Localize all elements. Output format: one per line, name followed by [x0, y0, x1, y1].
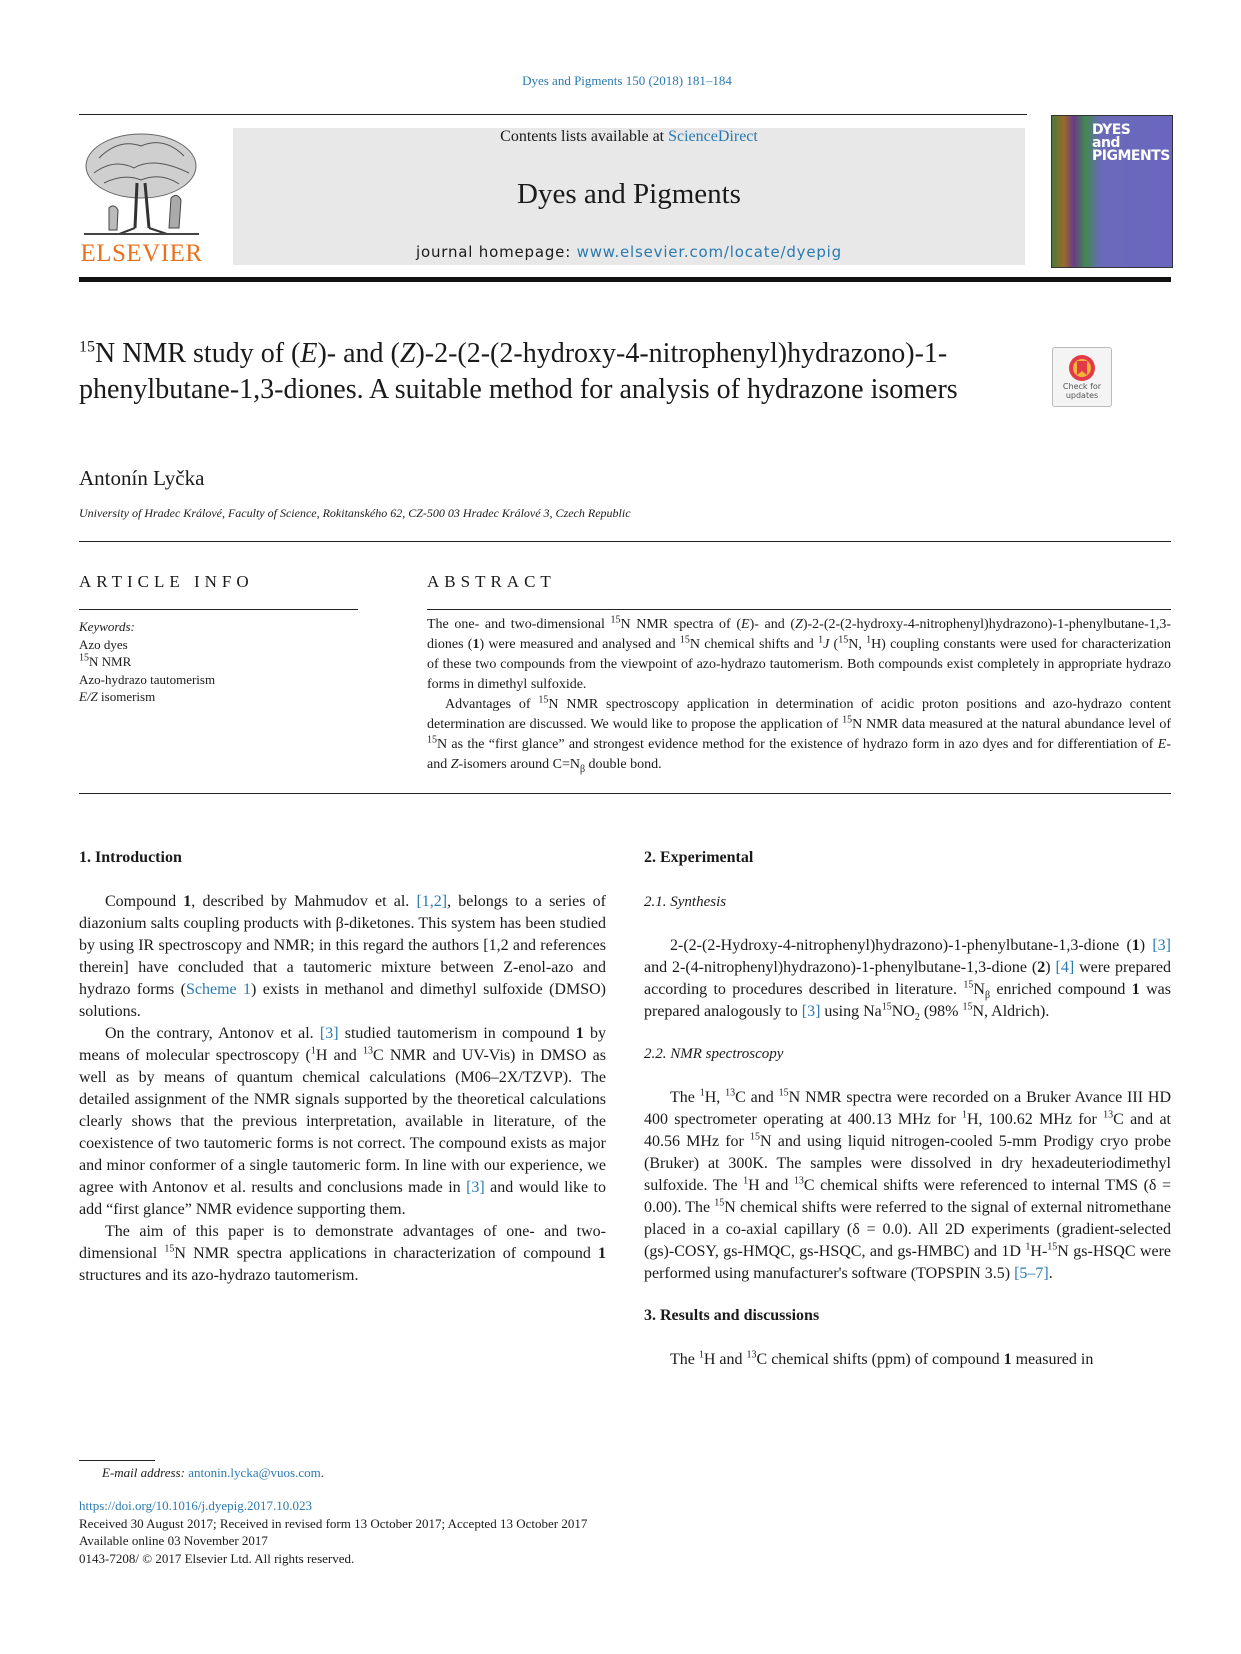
- section-heading: 3. Results and discussions: [644, 1307, 820, 1324]
- body-paragraph: The aim of this paper is to demonstrate advantages of one- and two-dimensional $^{15}$N NMR spectra applications in characterization of compound 1 structures and its azo-hydrazo tautomerism.: [79, 1223, 606, 1284]
- abstract-bottom-rule: [79, 793, 1171, 794]
- available-online: Available online 03 November 2017: [79, 1533, 268, 1548]
- right-column: [644, 847, 1171, 1371]
- subsection-heading: 2.2. NMR spectroscopy: [644, 1046, 784, 1062]
- bookmark-icon: [1068, 354, 1096, 382]
- tree-icon: [79, 128, 204, 238]
- header-rule: [79, 114, 1027, 115]
- check-for-updates-label: Check for updates: [1062, 382, 1102, 400]
- section-heading: 2. Experimental: [644, 849, 754, 866]
- keyword-item: $^{15}$N NMR: [79, 652, 132, 669]
- article-info-heading: ARTICLE INFO: [79, 572, 254, 591]
- contents-line: Contents lists available at ScienceDirect: [500, 128, 758, 145]
- homepage-link[interactable]: www.elsevier.com/locate/dyepig: [576, 243, 842, 261]
- homepage-line: journal homepage: www.elsevier.com/locate/dyepig: [416, 243, 842, 261]
- keyword-item: Azo-hydrazo tautomerism: [79, 671, 216, 687]
- sciencedirect-link[interactable]: ScienceDirect: [668, 128, 758, 145]
- email-footnote: E-mail address: antonin.lycka@vuos.com.: [102, 1465, 324, 1480]
- left-column: [79, 847, 606, 1287]
- author-affiliation: University of Hradec Králové, Faculty of Science, Rokitanského 62, CZ-500 03 Hradec Králové 3, Czech Republic: [79, 506, 631, 520]
- copyright: 0143-7208/ © 2017 Elsevier Ltd. All rights reserved.: [79, 1550, 355, 1566]
- body-paragraph: 2-(2-(2-Hydroxy-4-nitrophenyl)hydrazono)-1-phenylbutane-1,3-dione (1) [3] and 2-(4-nitrophenyl)hydrazono)-1-phenylbutane-1,3-dione (2) [4] were prepared according to procedures described in literature. $^{15}N_\beta$ enriched compound 1 was prepared analogously to [3] using $Na^{15}NO_2$ (98% $^{15}$N, Aldrich).: [644, 937, 1172, 1024]
- scheme-link[interactable]: Scheme 1: [185, 981, 252, 998]
- article-info-rule: [79, 541, 1171, 542]
- abstract-heading: ABSTRACT: [427, 572, 556, 591]
- subsection-heading: 2.1. Synthesis: [644, 894, 727, 910]
- footnote-rule: [79, 1460, 155, 1461]
- section-heading: 1. Introduction: [79, 849, 182, 866]
- abstract-paragraph: The one- and two-dimensional $^{15}$N NMR spectra of (E)- and (Z)-2-(2-(2-hydroxy-4-nitrophenyl)hydrazono)-1-phenylbutane-1,3-diones (1) were measured and analysed and $^{15}$N chemical shifts and $^1$J ($^{15}$N, $^1$H) coupling constants were used for characterization of these two compounds from the viewpoint of azo-hydrazo tautomerism. Both compounds exist completely in appropriate hydrazo forms in dimethyl sulfoxide.: [427, 614, 1172, 692]
- cover-title: DYES and PIGMENTS: [1092, 122, 1170, 164]
- check-for-updates-button[interactable]: [1052, 347, 1112, 407]
- body-paragraph: The $^1$H and $^{13}$C chemical shifts (ppm) of compound 1 measured in: [670, 1349, 1094, 1368]
- elsevier-wordmark: ELSEVIER: [80, 240, 203, 267]
- email-link[interactable]: antonin.lycka@vuos.com: [188, 1465, 321, 1480]
- elsevier-logo: [79, 128, 204, 268]
- reference-link[interactable]: [3]: [1152, 937, 1171, 954]
- journal-name: Dyes and Pigments: [517, 178, 741, 210]
- body-paragraph: On the contrary, Antonov et al. [3] studied tautomerism in compound 1 by means of molecular spectroscopy ($^1$H and $^{13}$C NMR and UV-Vis) in DMSO as well as by means of quantum chemical calculations (M06–2X/TZVP). The detailed assignment of the NMR signals supported by the theoretical calculations clearly shows that the previous interpretation, available in literature, of the coexistence of two tautomeric forms is not correct. The compound exists as major and minor conformer of a single tautomeric form. In line with our experience, we agree with Antonov et al. results and conclusions made in [3] and would like to add “first glance” NMR evidence supporting them.: [79, 1025, 607, 1218]
- journal-cover[interactable]: [1051, 115, 1173, 268]
- body-paragraph: Compound 1, described by Mahmudov et al. [1,2], belongs to a series of diazonium salts coupling products with β-diketones. This system has been studied by using IR spectroscopy and NMR; in this regard the authors [1,2 and references therein] have concluded that a tautomeric mixture between Z-enol-azo and hydrazo forms (Scheme 1) exists in methanol and dimethyl sulfoxide (DMSO) solutions.: [79, 893, 606, 1020]
- reference-link[interactable]: [1,2]: [416, 893, 448, 910]
- received-dates: Received 30 August 2017; Received in revised form 13 October 2017; Accepted 13 October 2017: [79, 1515, 588, 1531]
- reference-link[interactable]: [3]: [466, 1179, 485, 1196]
- author-name: Antonín Lyčka: [79, 466, 205, 490]
- doi-link[interactable]: https://doi.org/10.1016/j.dyepig.2017.10.023: [79, 1498, 313, 1513]
- reference-link[interactable]: [3]: [319, 1025, 339, 1042]
- body-paragraph: The $^1$H, $^{13}$C and $^{15}$N NMR spectra were recorded on a Bruker Avance III HD 400 spectrometer operating at 400.13 MHz for $^1$H, 100.62 MHz for $^{13}$C and at 40.56 MHz for $^{15}$N and using liquid nitrogen-cooled 5-mm Prodigy cryo probe (Bruker) at 300K. The samples were dissolved in dry hexadeuteriodimethyl sulfoxide. The $^1$H and $^{13}$C chemical shifts were referenced to internal TMS (δ = 0.00). The $^{15}$N chemical shifts were referred to the signal of external nitromethane placed in a co-axial capillary (δ = 0.0). All 2D experiments (gradient-selected (gs)-COSY, gs-HMQC, gs-HSQC, and gs-HMBC) and 1D $^1$H-$^{15}$N gs-HSQC were performed using manufacturer's software (TOPSPIN 3.5) [5–7].: [644, 1087, 1172, 1282]
- reference-link[interactable]: [5–7]: [1014, 1265, 1049, 1282]
- reference-link[interactable]: [4]: [1055, 959, 1075, 976]
- keyword-item: Azo dyes: [79, 636, 128, 652]
- journal-citation[interactable]: Dyes and Pigments 150 (2018) 181–184: [522, 73, 732, 88]
- journal-banner: [233, 128, 1025, 265]
- keyword-item: E/Z isomerism: [79, 689, 156, 704]
- keywords-label: Keywords:: [79, 619, 135, 634]
- keywords-rule: [79, 609, 358, 610]
- abstract-text: [427, 615, 1171, 775]
- abstract-paragraph: Advantages of $^{15}$N NMR spectroscopy application in determination of acidic proton positions and azo-hydrazo content determination are discussed. We would like to propose the application of $^{15}$N NMR data measured at the natural abundance level of $^{15}$N as the “first glance” and strongest evidence method for the existence of hydrazo form in azo dyes and for differentiation of E- and Z-isomers around $C=N_\beta$ double bond.: [427, 694, 1171, 775]
- keywords-list: [79, 618, 358, 706]
- abstract-rule: [427, 609, 1171, 610]
- article-title: $^{15}$N NMR study of (E)- and (Z)-2-(2-(2-hydroxy-4-nitrophenyl)hydrazono)-1-phenylbutane-1,3-diones. A suitable method for analysis of hydrazone isomers: [79, 338, 958, 405]
- header-thick-rule: [79, 277, 1171, 282]
- reference-link[interactable]: [3]: [801, 1003, 821, 1020]
- publication-info: [79, 1497, 587, 1567]
